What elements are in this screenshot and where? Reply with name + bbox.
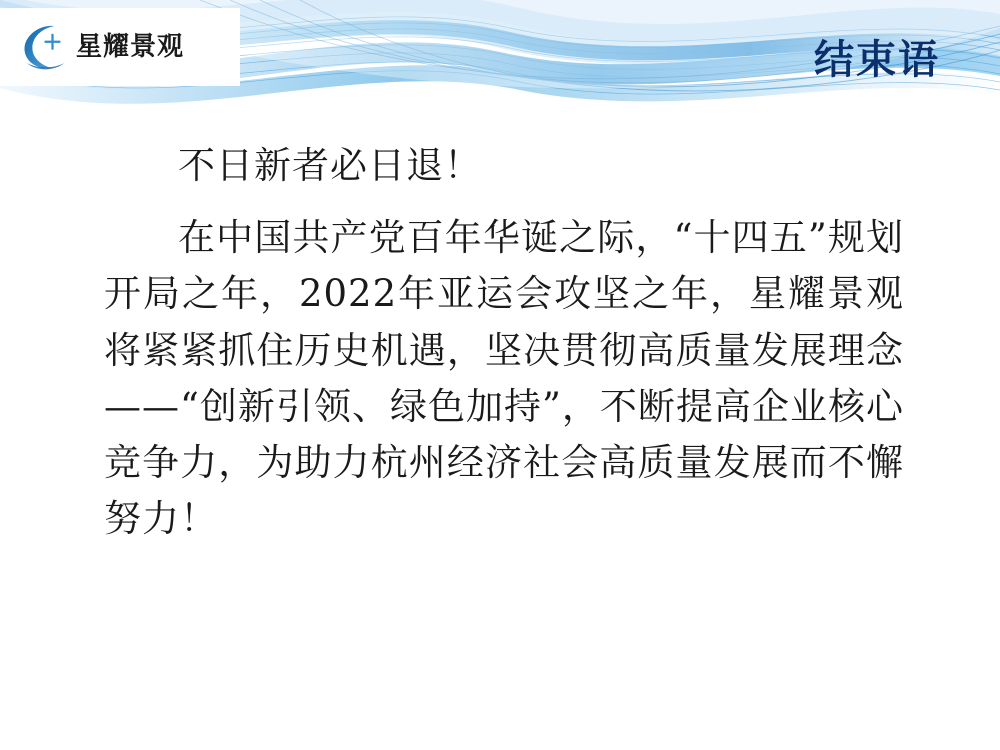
company-logo	[0, 8, 240, 86]
company-name-text: 星耀景观	[76, 32, 185, 62]
page-title: 结束语	[814, 37, 940, 83]
paragraph-2: 在中国共产党百年华诞之际，“十四五”规划开局之年，2022年亚运会攻坚之年，星耀景观将紧紧抓住历史机遇，坚决贯彻高质量发展理念——“创新引领、绿色加持”，不断提高企业核心竞争力，为助力杭州经济社会高质量发展而不懈努力！	[104, 216, 904, 541]
slide-body-text	[104, 138, 904, 554]
paragraph-1: 不日新者必日退！	[178, 144, 482, 187]
crescent-swoosh-logo-icon	[14, 19, 70, 75]
